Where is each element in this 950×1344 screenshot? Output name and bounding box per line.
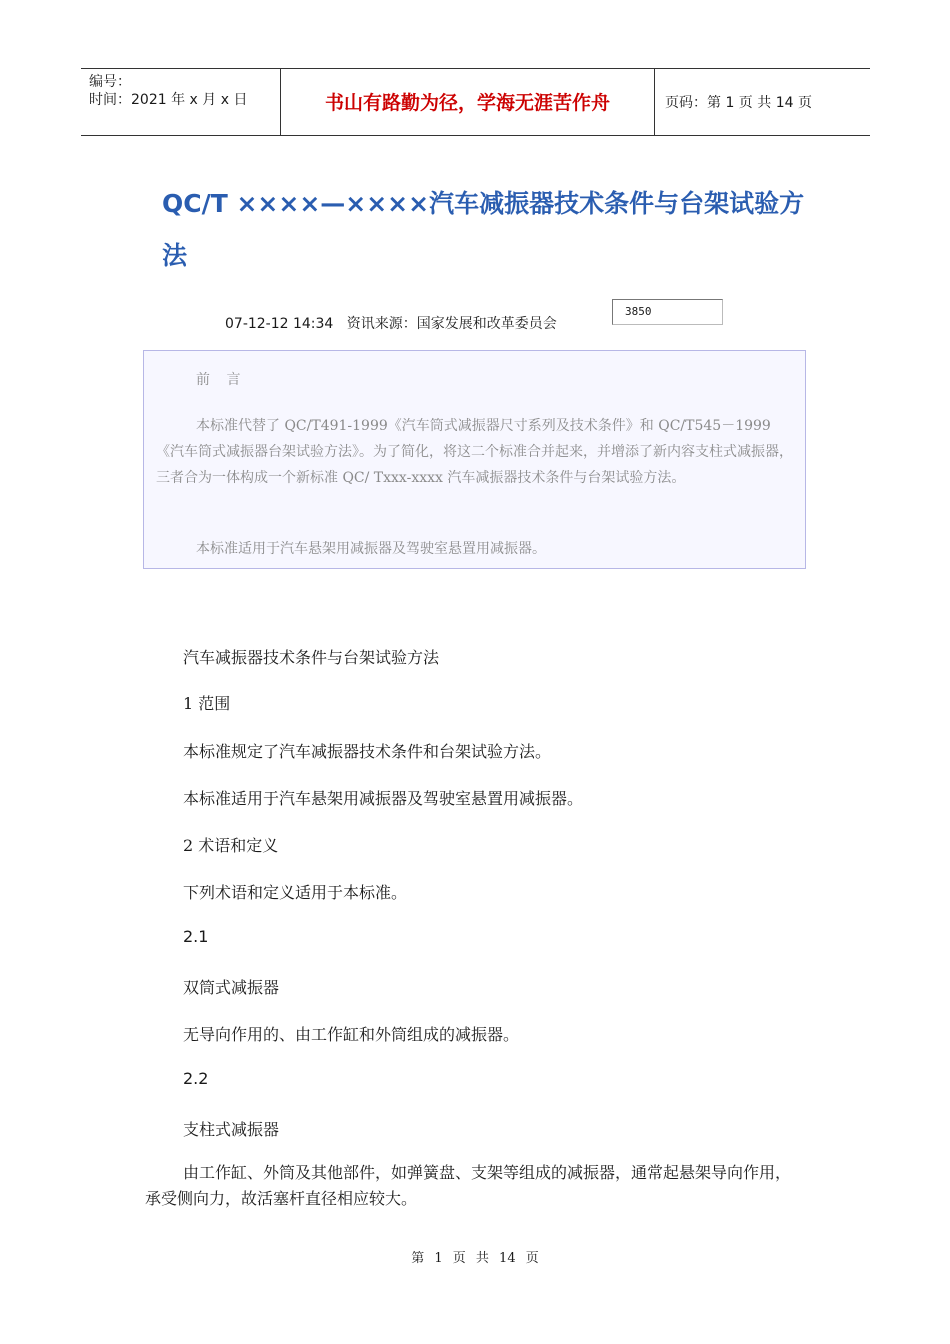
paragraph: 下列术语和定义适用于本标准。	[183, 883, 408, 902]
definition: 由工作缸、外筒及其他部件，如弹簧盘、支架等组成的减振器，通常起悬架导向作用，承受侧向力，故活塞杆直径相应较大。	[145, 1163, 792, 1208]
number-label: 编号：	[89, 74, 131, 90]
paragraph: 本标准适用于汽车悬架用减振器及驾驶室悬置用减振器。	[183, 789, 584, 808]
clause-number: 2.2	[183, 1069, 209, 1088]
term: 支柱式减振器	[183, 1120, 280, 1139]
article-meta	[225, 313, 557, 333]
page-header	[81, 68, 870, 136]
page-info: 页码：第 1 页 共 14 页	[665, 95, 812, 111]
section-title: 汽车减振器技术条件与台架试验方法	[183, 648, 440, 667]
time-label: 时间：2021 年 x 月 x 日	[89, 92, 248, 108]
source: 资讯来源：国家发展和改革委员会	[346, 316, 557, 332]
preface-scope: 本标准适用于汽车悬架用减振器及驾驶室悬置用减振器。	[196, 541, 546, 557]
heading-scope: 1 范围	[183, 694, 231, 713]
definition: 无导向作用的、由工作缸和外筒组成的减振器。	[183, 1025, 520, 1044]
paragraph: 本标准规定了汽车减振器技术条件和台架试验方法。	[183, 742, 552, 761]
motto: 书山有路勤为径，学海无涯苦作舟	[281, 69, 655, 135]
view-count-field[interactable]: 3850	[612, 299, 723, 325]
document-title: QC/T ××××—××××汽车减振器技术条件与台架试验方法	[162, 189, 805, 270]
preface-heading: 前 言	[196, 372, 247, 388]
page-footer: 第 1 页 共 14 页	[411, 1251, 539, 1266]
preface-paragraph: 本标准代替了 QC/T491-1999《汽车筒式减振器尺寸系列及技术条件》和 QC/T545－1999《汽车筒式减振器台架试验方法》。为了简化，将这二个标准合并起来，并增添了新内容支柱式减振器，三者合为一体构成一个新标准 QC/ Txxx-xxxx 汽车减振器技术条件与台架试验方法。	[156, 418, 793, 486]
term: 双筒式减振器	[183, 978, 280, 997]
heading-terms: 2 术语和定义	[183, 836, 279, 855]
preface-box	[143, 350, 806, 569]
clause-number: 2.1	[183, 927, 209, 946]
header-meta	[81, 69, 281, 135]
timestamp: 07-12-12 14:34	[225, 316, 334, 332]
